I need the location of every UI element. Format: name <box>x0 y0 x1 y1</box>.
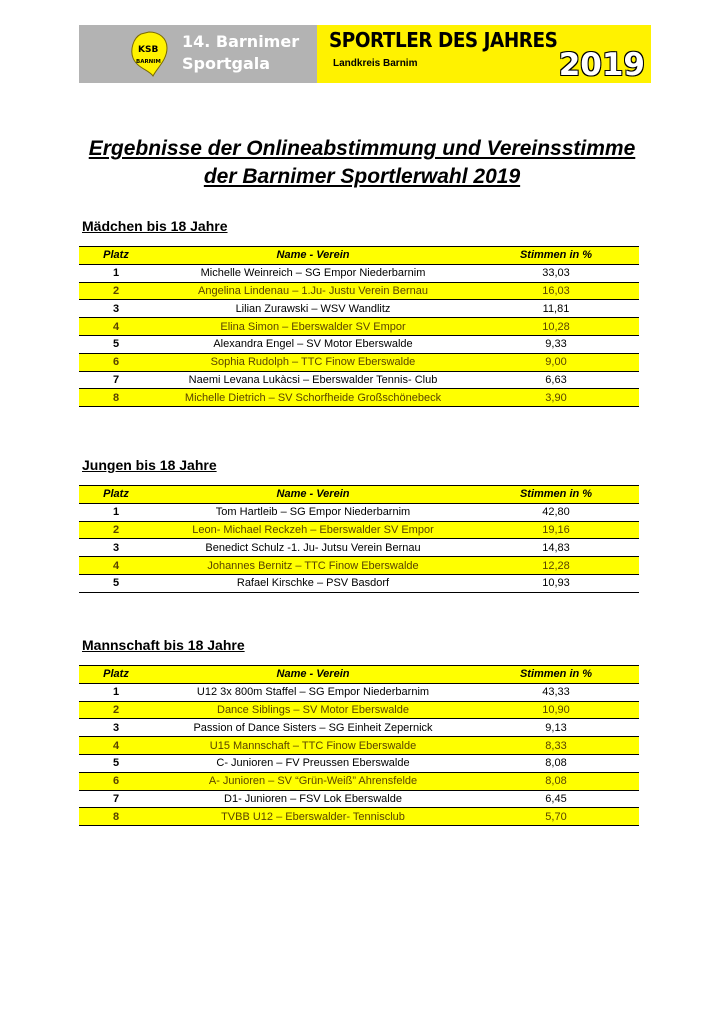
section-title: Mädchen bis 18 Jahre <box>82 218 228 234</box>
table-row <box>79 719 639 737</box>
cell-stimmen: 8,08 <box>473 772 639 790</box>
cell-stimmen: 10,28 <box>473 318 639 336</box>
cell-name: D1- Junioren – FSV Lok Eberswalde <box>153 790 473 808</box>
sportler-title: SPORTLER DES JAHRES <box>329 28 558 52</box>
header-banner <box>79 25 651 83</box>
cell-stimmen: 8,08 <box>473 754 639 772</box>
cell-platz: 3 <box>79 719 153 737</box>
cell-stimmen: 14,83 <box>473 539 639 557</box>
cell-stimmen: 9,33 <box>473 335 639 353</box>
table-row <box>79 737 639 755</box>
cell-name: Dance Siblings – SV Motor Eberswalde <box>153 701 473 719</box>
cell-platz: 1 <box>79 683 153 701</box>
col-platz: Platz <box>79 247 153 265</box>
section-maedchen <box>79 218 639 407</box>
gala-title <box>182 31 299 75</box>
cell-platz: 2 <box>79 701 153 719</box>
logo-text: BARNIM <box>136 59 161 65</box>
cell-stimmen: 3,90 <box>473 389 639 407</box>
cell-name: Naemi Levana Lukàcsi – Eberswalder Tennis- Club <box>153 371 473 389</box>
cell-name: Johannes Bernitz – TTC Finow Eberswalde <box>153 557 473 575</box>
page-title-line1: Ergebnisse der Onlineabstimmung und Vereinsstimme <box>88 137 636 160</box>
gala-banner <box>79 25 317 83</box>
table-header <box>79 247 639 265</box>
page-title-line2: der Barnimer Sportlerwahl 2019 <box>203 165 521 188</box>
col-stimmen: Stimmen in % <box>473 666 639 684</box>
section-jungen <box>79 457 639 593</box>
cell-stimmen: 10,90 <box>473 701 639 719</box>
cell-platz: 2 <box>79 521 153 539</box>
cell-stimmen: 19,16 <box>473 521 639 539</box>
cell-name: TVBB U12 – Eberswalder- Tennisclub <box>153 808 473 826</box>
table-header <box>79 666 639 684</box>
table-row <box>79 754 639 772</box>
cell-stimmen: 11,81 <box>473 300 639 318</box>
table-row <box>79 701 639 719</box>
sportler-subtitle: Landkreis Barnim <box>333 58 418 69</box>
cell-platz: 5 <box>79 574 153 592</box>
cell-stimmen: 6,45 <box>473 790 639 808</box>
cell-platz: 3 <box>79 539 153 557</box>
cell-name: Leon- Michael Reckzeh – Eberswalder SV Empor <box>153 521 473 539</box>
section-title: Jungen bis 18 Jahre <box>82 457 217 473</box>
table-row <box>79 353 639 371</box>
sportler-year: 2019 <box>558 47 645 83</box>
cell-stimmen: 9,13 <box>473 719 639 737</box>
cell-name: Rafael Kirschke – PSV Basdorf <box>153 574 473 592</box>
results-table <box>79 246 639 407</box>
sportler-banner <box>317 25 651 83</box>
table-row <box>79 300 639 318</box>
cell-platz: 3 <box>79 300 153 318</box>
table-row <box>79 282 639 300</box>
results-table <box>79 485 639 593</box>
logo-letters: KSB <box>138 45 159 55</box>
cell-platz: 8 <box>79 808 153 826</box>
cell-platz: 8 <box>79 389 153 407</box>
table-row <box>79 335 639 353</box>
cell-platz: 2 <box>79 282 153 300</box>
cell-name: Alexandra Engel – SV Motor Eberswalde <box>153 335 473 353</box>
ksb-barnim-logo <box>127 30 171 78</box>
cell-platz: 5 <box>79 754 153 772</box>
table-row <box>79 503 639 521</box>
table-row <box>79 539 639 557</box>
table-row <box>79 683 639 701</box>
cell-stimmen: 10,93 <box>473 574 639 592</box>
cell-name: Michelle Dietrich – SV Schorfheide Großschönebeck <box>153 389 473 407</box>
cell-name: Angelina Lindenau – 1.Ju- Justu Verein Bernau <box>153 282 473 300</box>
cell-name: C- Junioren – FV Preussen Eberswalde <box>153 754 473 772</box>
col-name: Name - Verein <box>153 666 473 684</box>
cell-name: Passion of Dance Sisters – SG Einheit Zepernick <box>153 719 473 737</box>
col-stimmen: Stimmen in % <box>473 486 639 504</box>
col-platz: Platz <box>79 666 153 684</box>
cell-stimmen: 33,03 <box>473 264 639 282</box>
table-header <box>79 486 639 504</box>
table-row <box>79 264 639 282</box>
cell-name: Elina Simon – Eberswalder SV Empor <box>153 318 473 336</box>
cell-stimmen: 9,00 <box>473 353 639 371</box>
table-row <box>79 389 639 407</box>
table-row <box>79 790 639 808</box>
page-title <box>0 135 724 191</box>
cell-platz: 6 <box>79 772 153 790</box>
cell-name: Tom Hartleib – SG Empor Niederbarnim <box>153 503 473 521</box>
table-row <box>79 371 639 389</box>
cell-name: U12 3x 800m Staffel – SG Empor Niederbarnim <box>153 683 473 701</box>
table-row <box>79 808 639 826</box>
results-table <box>79 665 639 826</box>
cell-stimmen: 5,70 <box>473 808 639 826</box>
col-platz: Platz <box>79 486 153 504</box>
cell-stimmen: 43,33 <box>473 683 639 701</box>
gala-title-line2: Sportgala <box>182 54 271 73</box>
cell-platz: 1 <box>79 503 153 521</box>
cell-name: Sophia Rudolph – TTC Finow Eberswalde <box>153 353 473 371</box>
cell-stimmen: 6,63 <box>473 371 639 389</box>
cell-stimmen: 8,33 <box>473 737 639 755</box>
col-name: Name - Verein <box>153 247 473 265</box>
table-row <box>79 521 639 539</box>
cell-stimmen: 12,28 <box>473 557 639 575</box>
cell-platz: 7 <box>79 371 153 389</box>
cell-platz: 4 <box>79 737 153 755</box>
cell-platz: 5 <box>79 335 153 353</box>
cell-name: Lilian Zurawski – WSV Wandlitz <box>153 300 473 318</box>
cell-name: U15 Mannschaft – TTC Finow Eberswalde <box>153 737 473 755</box>
cell-name: A- Junioren – SV “Grün-Weiß” Ahrensfelde <box>153 772 473 790</box>
gala-title-line1: 14. Barnimer <box>182 32 300 51</box>
cell-name: Michelle Weinreich – SG Empor Niederbarnim <box>153 264 473 282</box>
table-row <box>79 772 639 790</box>
cell-stimmen: 16,03 <box>473 282 639 300</box>
section-title: Mannschaft bis 18 Jahre <box>82 637 245 653</box>
cell-stimmen: 42,80 <box>473 503 639 521</box>
table-row <box>79 574 639 592</box>
cell-name: Benedict Schulz -1. Ju- Jutsu Verein Bernau <box>153 539 473 557</box>
col-name: Name - Verein <box>153 486 473 504</box>
section-mannschaft <box>79 637 639 826</box>
cell-platz: 6 <box>79 353 153 371</box>
cell-platz: 7 <box>79 790 153 808</box>
col-stimmen: Stimmen in % <box>473 247 639 265</box>
table-row <box>79 318 639 336</box>
cell-platz: 4 <box>79 557 153 575</box>
cell-platz: 4 <box>79 318 153 336</box>
table-row <box>79 557 639 575</box>
cell-platz: 1 <box>79 264 153 282</box>
